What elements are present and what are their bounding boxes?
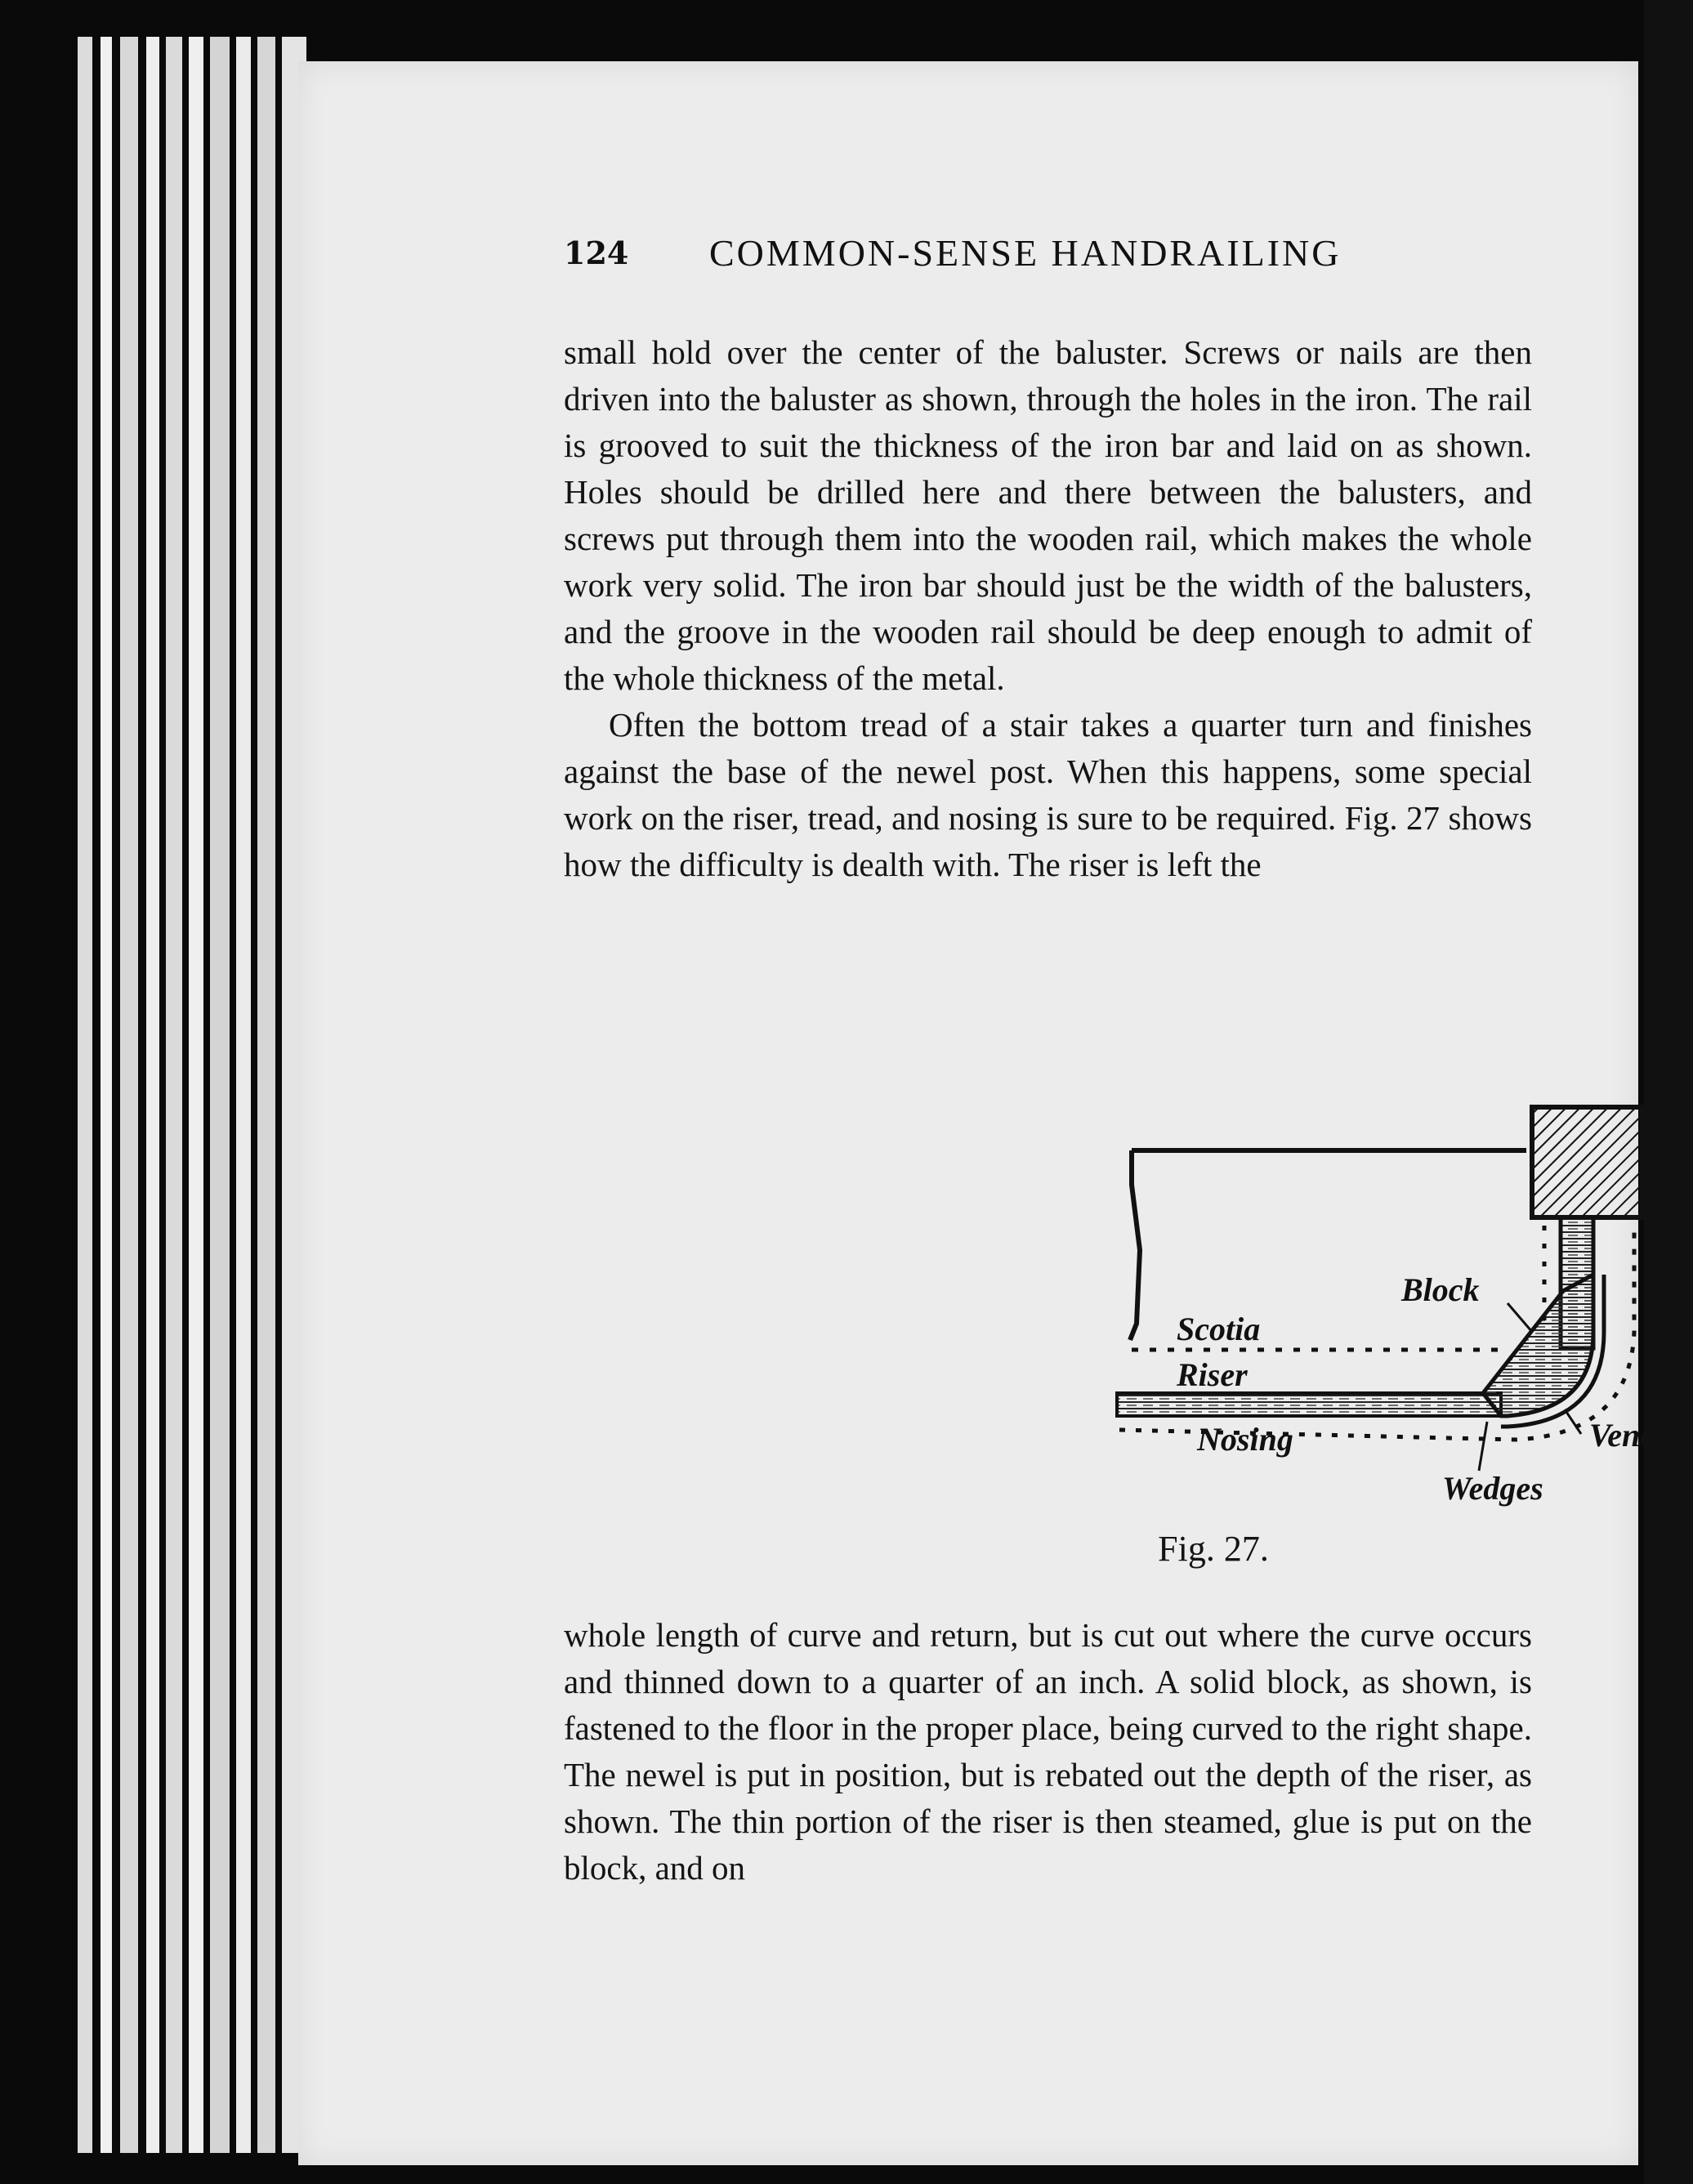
page-edge bbox=[146, 37, 159, 2153]
paragraph: small hold over the center of the baluster. Screws or nails are then driven into the baluster as shown, through the holes in the iron. The rail is grooved to suit the thickness of the iron bar and laid on as shown. Holes should be drilled here and there between the balusters, and screws put through them into the wooden rail, which makes the whole work very solid. The iron bar should just be the width of the balusters, and the groove in the wooden rail should be deep enough to admit of the whole thickness of the metal. bbox=[564, 333, 1532, 697]
page-number: 124 bbox=[564, 234, 629, 271]
label-scotia: Scotia bbox=[1177, 1311, 1261, 1347]
wedges-pointer bbox=[1479, 1422, 1487, 1471]
paragraph: whole length of curve and return, but is cut out where the curve occurs and thinned down to a quarter of an inch. A solid block, as shown, is fastened to the floor in the proper place, being curved to the right shape. The newel is put in position, but is rebated out the depth of the riser, as shown. The thin portion of the riser is then steamed, glue is put on the block, and on bbox=[564, 1616, 1532, 1887]
page-edge bbox=[166, 37, 182, 2153]
page-header bbox=[564, 234, 1693, 292]
page-edge bbox=[120, 37, 138, 2153]
paragraph: Often the bottom tread of a stair takes a quarter turn and finishes against the base of the newel post. When this happens, some special work on the riser, tread, and nosing is sure to be required. Fig. 27 shows how the difficulty is dealth with. The riser is left the bbox=[564, 706, 1532, 883]
figure-27 bbox=[699, 1087, 1693, 1593]
page-edge bbox=[257, 37, 275, 2153]
label-block: Block bbox=[1401, 1271, 1480, 1308]
veneer-pointer bbox=[1565, 1409, 1581, 1434]
body-text-top bbox=[564, 329, 1532, 888]
stair-diagram bbox=[699, 1087, 1693, 1512]
page-edge bbox=[189, 37, 203, 2153]
label-wedges: Wedges bbox=[1442, 1470, 1543, 1507]
riser-board bbox=[1117, 1393, 1501, 1416]
label-riser: Riser bbox=[1177, 1356, 1248, 1393]
curved-block bbox=[1483, 1275, 1593, 1416]
page-edge bbox=[210, 37, 230, 2153]
tread-outline bbox=[1130, 1150, 1140, 1340]
book-page bbox=[298, 61, 1682, 2165]
page-edge bbox=[236, 37, 251, 2153]
body-text-bottom bbox=[564, 1612, 1532, 1891]
page-edge bbox=[101, 37, 112, 2153]
figure-caption: Fig. 27. bbox=[1158, 1529, 1269, 1569]
label-nosing: Nosing bbox=[1197, 1421, 1293, 1458]
running-head: COMMON-SENSE HANDRAILING bbox=[709, 232, 1342, 274]
page-edge bbox=[78, 37, 92, 2153]
page-edges bbox=[78, 37, 315, 2153]
block-pointer bbox=[1508, 1303, 1532, 1332]
label-veneer: Veneer bbox=[1589, 1417, 1682, 1454]
newel-post bbox=[1532, 1107, 1642, 1217]
